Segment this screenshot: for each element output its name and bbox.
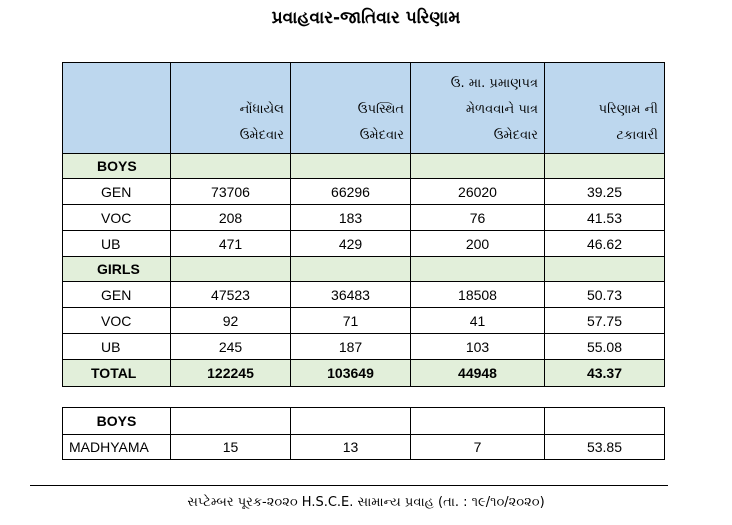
cell-present: 13 [291, 435, 411, 460]
cell-present: 183 [291, 205, 411, 231]
group-label: BOYS [63, 408, 171, 435]
row-label: MADHYAMA [63, 435, 171, 460]
cell-percentage: 57.75 [545, 308, 665, 334]
cell-percentage: 53.85 [545, 435, 665, 460]
table-row [63, 231, 665, 257]
table-row [63, 435, 665, 460]
divider [30, 485, 668, 486]
table-row [63, 308, 665, 334]
cell-registered: 208 [171, 205, 291, 231]
madhyama-table [62, 407, 665, 460]
group-row-boys [63, 154, 665, 179]
cell-percentage: 39.25 [545, 179, 665, 205]
cell-percentage: 55.08 [545, 334, 665, 360]
cell-eligible: 76 [411, 205, 545, 231]
cell-eligible: 103 [411, 334, 545, 360]
row-label: GEN [63, 282, 171, 308]
footer-caption: સપ્ટેમ્બર પૂરક-૨૦૨૦ H.S.C.E. સામાન્ય પ્રવાહ (તા. : ૧૯/૧૦/૨૦૨૦) [187, 495, 545, 510]
cell-eligible: 200 [411, 231, 545, 257]
total-label: TOTAL [63, 360, 171, 387]
cell-percentage: 46.62 [545, 231, 665, 257]
cell-present: 187 [291, 334, 411, 360]
row-label: VOC [63, 205, 171, 231]
cell-present: 36483 [291, 282, 411, 308]
cell-present: 71 [291, 308, 411, 334]
group-label: BOYS [63, 154, 171, 179]
cell-eligible: 41 [411, 308, 545, 334]
total-row [63, 360, 665, 387]
group-row-girls [63, 257, 665, 282]
cell-eligible: 26020 [411, 179, 545, 205]
total-present: 103649 [291, 360, 411, 387]
cell-present: 429 [291, 231, 411, 257]
results-table [62, 62, 665, 387]
row-label: UB [63, 334, 171, 360]
group-label: GIRLS [63, 257, 171, 282]
total-eligible: 44948 [411, 360, 545, 387]
row-label: VOC [63, 308, 171, 334]
cell-percentage: 41.53 [545, 205, 665, 231]
header-blank [63, 63, 171, 154]
row-label: GEN [63, 179, 171, 205]
page-title: પ્રવાહવાર-જાતિવાર પરિણામ [271, 8, 461, 28]
cell-registered: 471 [171, 231, 291, 257]
header-eligible: ઉ. મા. પ્રમાણપત્ર મેળવવાને પાત્ર ઉમેદવાર [411, 63, 545, 154]
header-present: ઉપસ્થિત ઉમેદવાર [291, 63, 411, 154]
cell-percentage: 50.73 [545, 282, 665, 308]
cell-registered: 73706 [171, 179, 291, 205]
cell-registered: 47523 [171, 282, 291, 308]
cell-eligible: 7 [411, 435, 545, 460]
header-registered: નોંધાયેલ ઉમેદવાર [171, 63, 291, 154]
table-row [63, 334, 665, 360]
row-label: UB [63, 231, 171, 257]
group-row-boys-madhyama [63, 408, 665, 435]
table-row [63, 282, 665, 308]
cell-registered: 92 [171, 308, 291, 334]
total-registered: 122245 [171, 360, 291, 387]
total-percentage: 43.37 [545, 360, 665, 387]
cell-registered: 15 [171, 435, 291, 460]
table-row [63, 205, 665, 231]
cell-eligible: 18508 [411, 282, 545, 308]
cell-present: 66296 [291, 179, 411, 205]
cell-registered: 245 [171, 334, 291, 360]
table-row [63, 179, 665, 205]
header-row [63, 63, 665, 154]
header-percentage: પરિણામ ની ટકાવારી [545, 63, 665, 154]
